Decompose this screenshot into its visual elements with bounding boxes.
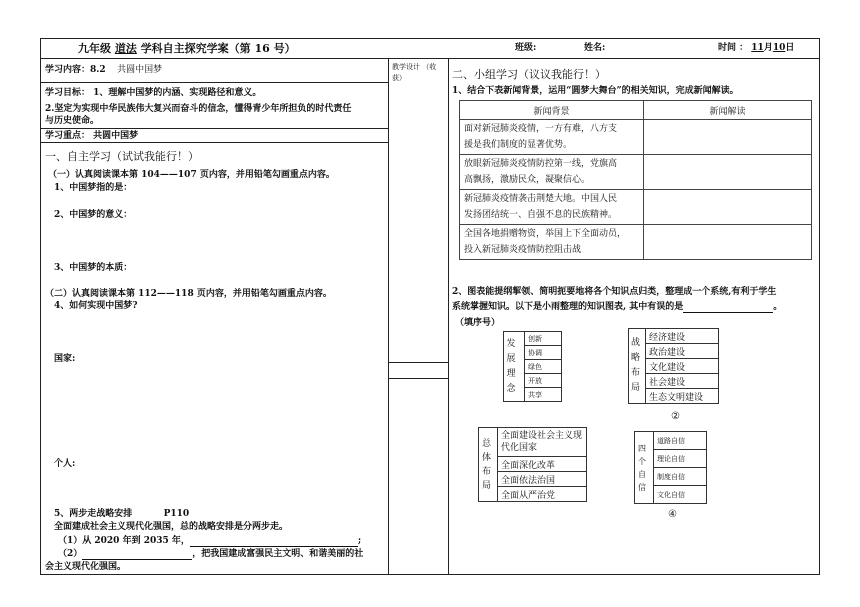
box2-item: 经济建设 — [646, 329, 719, 344]
question-2: 2、中国梦的意义： — [54, 210, 133, 220]
column-divider-1 — [388, 58, 389, 575]
question-1: 1、中国梦指的是： — [54, 183, 133, 193]
diagram-four-confidences — [634, 431, 707, 504]
box1-item: 绿色 — [525, 360, 562, 374]
news-header-interpretation: 新闻解读 — [644, 101, 812, 120]
box3-item: 全面建设社会主义现代化国家 — [498, 428, 587, 457]
box1-item: 共享 — [525, 388, 562, 402]
box3-item: 全面依法治国 — [498, 472, 587, 487]
question-3: 3、中国梦的本质： — [54, 263, 133, 273]
section1-title: 一、自主学习（试试我能行！） — [45, 150, 199, 163]
mid-line-2 — [388, 378, 448, 379]
news-background-cell: 全国各地捐赠物资，举国上下全面动员， 投入新冠肺炎疫情防控阻击战 — [460, 225, 644, 260]
box4-item: 道路自信 — [654, 432, 707, 450]
day-value: 10 — [772, 43, 786, 53]
news-background-cell: 面对新冠肺炎疫情，一方有难，八方支 援是我们制度的显著优势。 — [460, 120, 644, 155]
read-instruction-2: （二）认真阅读课本第 112——118 页内容，并用铅笔勾画重点内容。 — [45, 289, 332, 299]
step-2: （2） ，把我国建成富强民主文明、和谐美丽的社 — [58, 549, 364, 559]
person-label: 个人: — [54, 459, 76, 469]
page-title: 九年级 道法 学科自主探究学案（第 16 号） — [78, 42, 296, 55]
task-1: 1、结合下表新闻背景，运用“圆梦大舞台”的相关知识，完成新闻解读。 — [452, 86, 739, 96]
table-row — [460, 155, 812, 190]
frame-top — [40, 38, 820, 39]
box2-item: 文化建设 — [646, 359, 719, 374]
question-5-desc: 全面建成社会主义现代化强国，总的战略安排是分两步走。 — [54, 522, 289, 532]
news-header-row — [460, 101, 812, 120]
question-5: 5、两步走战略安排 P110 — [54, 509, 190, 519]
box4-item: 文化自信 — [654, 486, 707, 504]
diagram-development-concepts — [503, 331, 562, 402]
learning-focus: 学习重点： 共圆中国梦 — [45, 131, 139, 141]
news-header-background: 新闻背景 — [460, 101, 644, 120]
box2-label: 战略布局 — [631, 338, 641, 393]
news-table — [459, 100, 812, 260]
step-1: （1）从 2020 年到 2035 年， ; — [58, 536, 362, 546]
column-divider-2 — [448, 58, 449, 575]
name-label: 姓名: — [584, 43, 606, 53]
frame-left — [40, 38, 41, 575]
section2-title: 二、小组学习（议议我能行！） — [452, 68, 606, 81]
row-line-3 — [40, 142, 388, 143]
row-line-1 — [40, 82, 388, 83]
box4-label: 四个自信 — [638, 443, 646, 492]
box3-item: 全面深化改革 — [498, 457, 587, 472]
box2-number: ② — [671, 411, 680, 422]
box4-number: ④ — [668, 509, 677, 520]
row-line-2 — [40, 128, 388, 129]
step-2-line2: 会主义现代化强国。 — [45, 562, 127, 572]
read-instruction-1: （一）认真阅读课本第 104——107 页内容，并用铅笔勾画重点内容。 — [48, 170, 335, 180]
diagram-strategic-layout — [628, 328, 719, 404]
frame-bottom — [40, 574, 820, 575]
box1-item: 开放 — [525, 374, 562, 388]
box2-item: 社会建设 — [646, 374, 719, 389]
question-4: 4、如何实现中国梦? — [54, 301, 138, 311]
step-1-blank[interactable] — [190, 537, 358, 547]
mid-line-1 — [388, 362, 448, 363]
goal-2-line2: 与历史使命。 — [45, 116, 100, 126]
box1-item: 协调 — [525, 346, 562, 360]
month-value: 11 — [751, 43, 764, 53]
box1-label: 发展理念 — [506, 338, 518, 394]
box1-item: 创新 — [525, 332, 562, 346]
box2-item: 政治建设 — [646, 344, 719, 359]
date-field: 时间 ： 11月10日 — [718, 43, 795, 53]
step-2-blank[interactable] — [82, 550, 192, 560]
news-background-cell: 放眼新冠肺炎疫情防控第一线，党旗高 高飘扬，激励民众，凝聚信心。 — [460, 155, 644, 190]
news-interpretation-cell[interactable] — [644, 155, 812, 190]
task-2-answer-blank[interactable] — [683, 303, 773, 313]
table-row — [460, 225, 812, 260]
task-2-line1: 2、图表能提纲挈领、简明扼要地将各个知识点归类，整理成一个系统,有利于学生 — [452, 287, 777, 297]
news-background-cell: 新冠肺炎疫情袭击荆楚大地。中国人民 发扬团结统一、自强不息的民族精神。 — [460, 190, 644, 225]
box4-item: 理论自信 — [654, 450, 707, 468]
goal-1: 学习目标： 1、理解中国梦的内涵、实现路径和意义。 — [45, 88, 262, 98]
news-interpretation-cell[interactable] — [644, 120, 812, 155]
class-label: 班级: — [515, 43, 537, 53]
box4-item: 制度自信 — [654, 468, 707, 486]
table-row — [460, 120, 812, 155]
table-row — [460, 190, 812, 225]
task-2-line2: 系统掌握知识。以下是小雨整理的知识图表, 其中有误的是 。 — [452, 302, 783, 312]
teaching-design-label: 教学设计 （收获） — [392, 63, 437, 82]
news-interpretation-cell[interactable] — [644, 190, 812, 225]
box3-label: 总体布局 — [482, 438, 492, 491]
country-label: 国家: — [54, 354, 76, 364]
diagram-overall-layout — [478, 427, 587, 502]
frame-right — [819, 38, 820, 575]
goal-2-line1: 2.坚定为实现中华民族伟大复兴而奋斗的信念，懂得青少年所担负的时代责任 — [45, 104, 352, 114]
learning-content: 学习内容：8.2 共圆中国梦 — [45, 65, 163, 75]
header-bottom-line — [40, 58, 820, 59]
fill-hint: （填序号） — [455, 318, 501, 328]
box3-item: 全面从严治党 — [498, 487, 587, 502]
news-interpretation-cell[interactable] — [644, 225, 812, 260]
box2-item: 生态文明建设 — [646, 389, 719, 404]
